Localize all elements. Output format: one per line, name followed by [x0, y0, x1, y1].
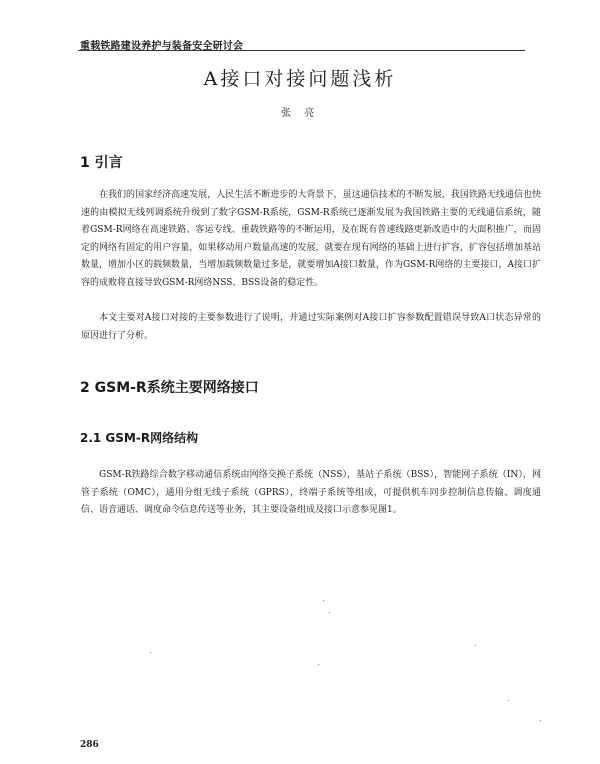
section-heading-network-interfaces: 2 GSM-R系统主要网络接口 [80, 380, 259, 396]
body-paragraph: 在我们的国家经济高速发展，人民生活不断进步的大背景下，虽这通信技术的不断发展，我国铁路无线通信也快速的由模拟无线列调系统升级到了数字GSM-R系统，GSM-R系统已逐渐发展为我国铁路主要的无线通信系统，随着GSM-R网络在高速铁路、客运专线、重载铁路等的不断运用，及在既有普速线路更新改造中的大面积推广，而固定的网络有固定的用户容量，如果移动用户数量高速的发展，就要在现有网络的基础上进行扩容，扩容包括增加基站数量，增加小区的载频数量，当增加载频数量过多是，就要增加A接口数量，作为GSM-R网络的主要接口，A接口扩容的成败将直接导致GSM-R网络NSS、BSS设备的稳定性。 [81, 190, 541, 288]
scan-speck [329, 612, 330, 613]
page-number: 286 [80, 740, 99, 750]
scan-speck [540, 720, 541, 721]
body-paragraph: GSM-R铁路综合数字移动通信系统由网络交换子系统（NSS），基站子系统（BSS），智能网子系统（IN），网管子系统（OMC），通用分组无线子系统（GPRS），终端子系统等组成，可提供机车同步控制信息传输、调度通信、语音通话、调度命令信息传送等业务，其主要设备组成及接口示意参见图1。 [81, 470, 541, 516]
scan-speck [318, 664, 319, 665]
scan-speck [508, 700, 509, 701]
running-header: 重载铁路建设养护与装备安全研讨会 [80, 41, 244, 52]
article-author: 张 亮 [280, 108, 320, 119]
body-paragraph: 本文主要对A接口对接的主要参数进行了说明，并通过实际案例对A接口扩容参数配置错误导致A口状态异常的原因进行了分析。 [81, 313, 541, 341]
scan-speck [323, 600, 324, 601]
subsection-heading-network-structure: 2.1 GSM-R网络结构 [80, 431, 199, 445]
scan-speck [150, 652, 151, 653]
article-title: A接口对接问题浅析 [203, 68, 397, 90]
scan-speck [475, 645, 476, 646]
section-heading-introduction: 1 引言 [80, 155, 123, 171]
header-rule [78, 50, 525, 51]
